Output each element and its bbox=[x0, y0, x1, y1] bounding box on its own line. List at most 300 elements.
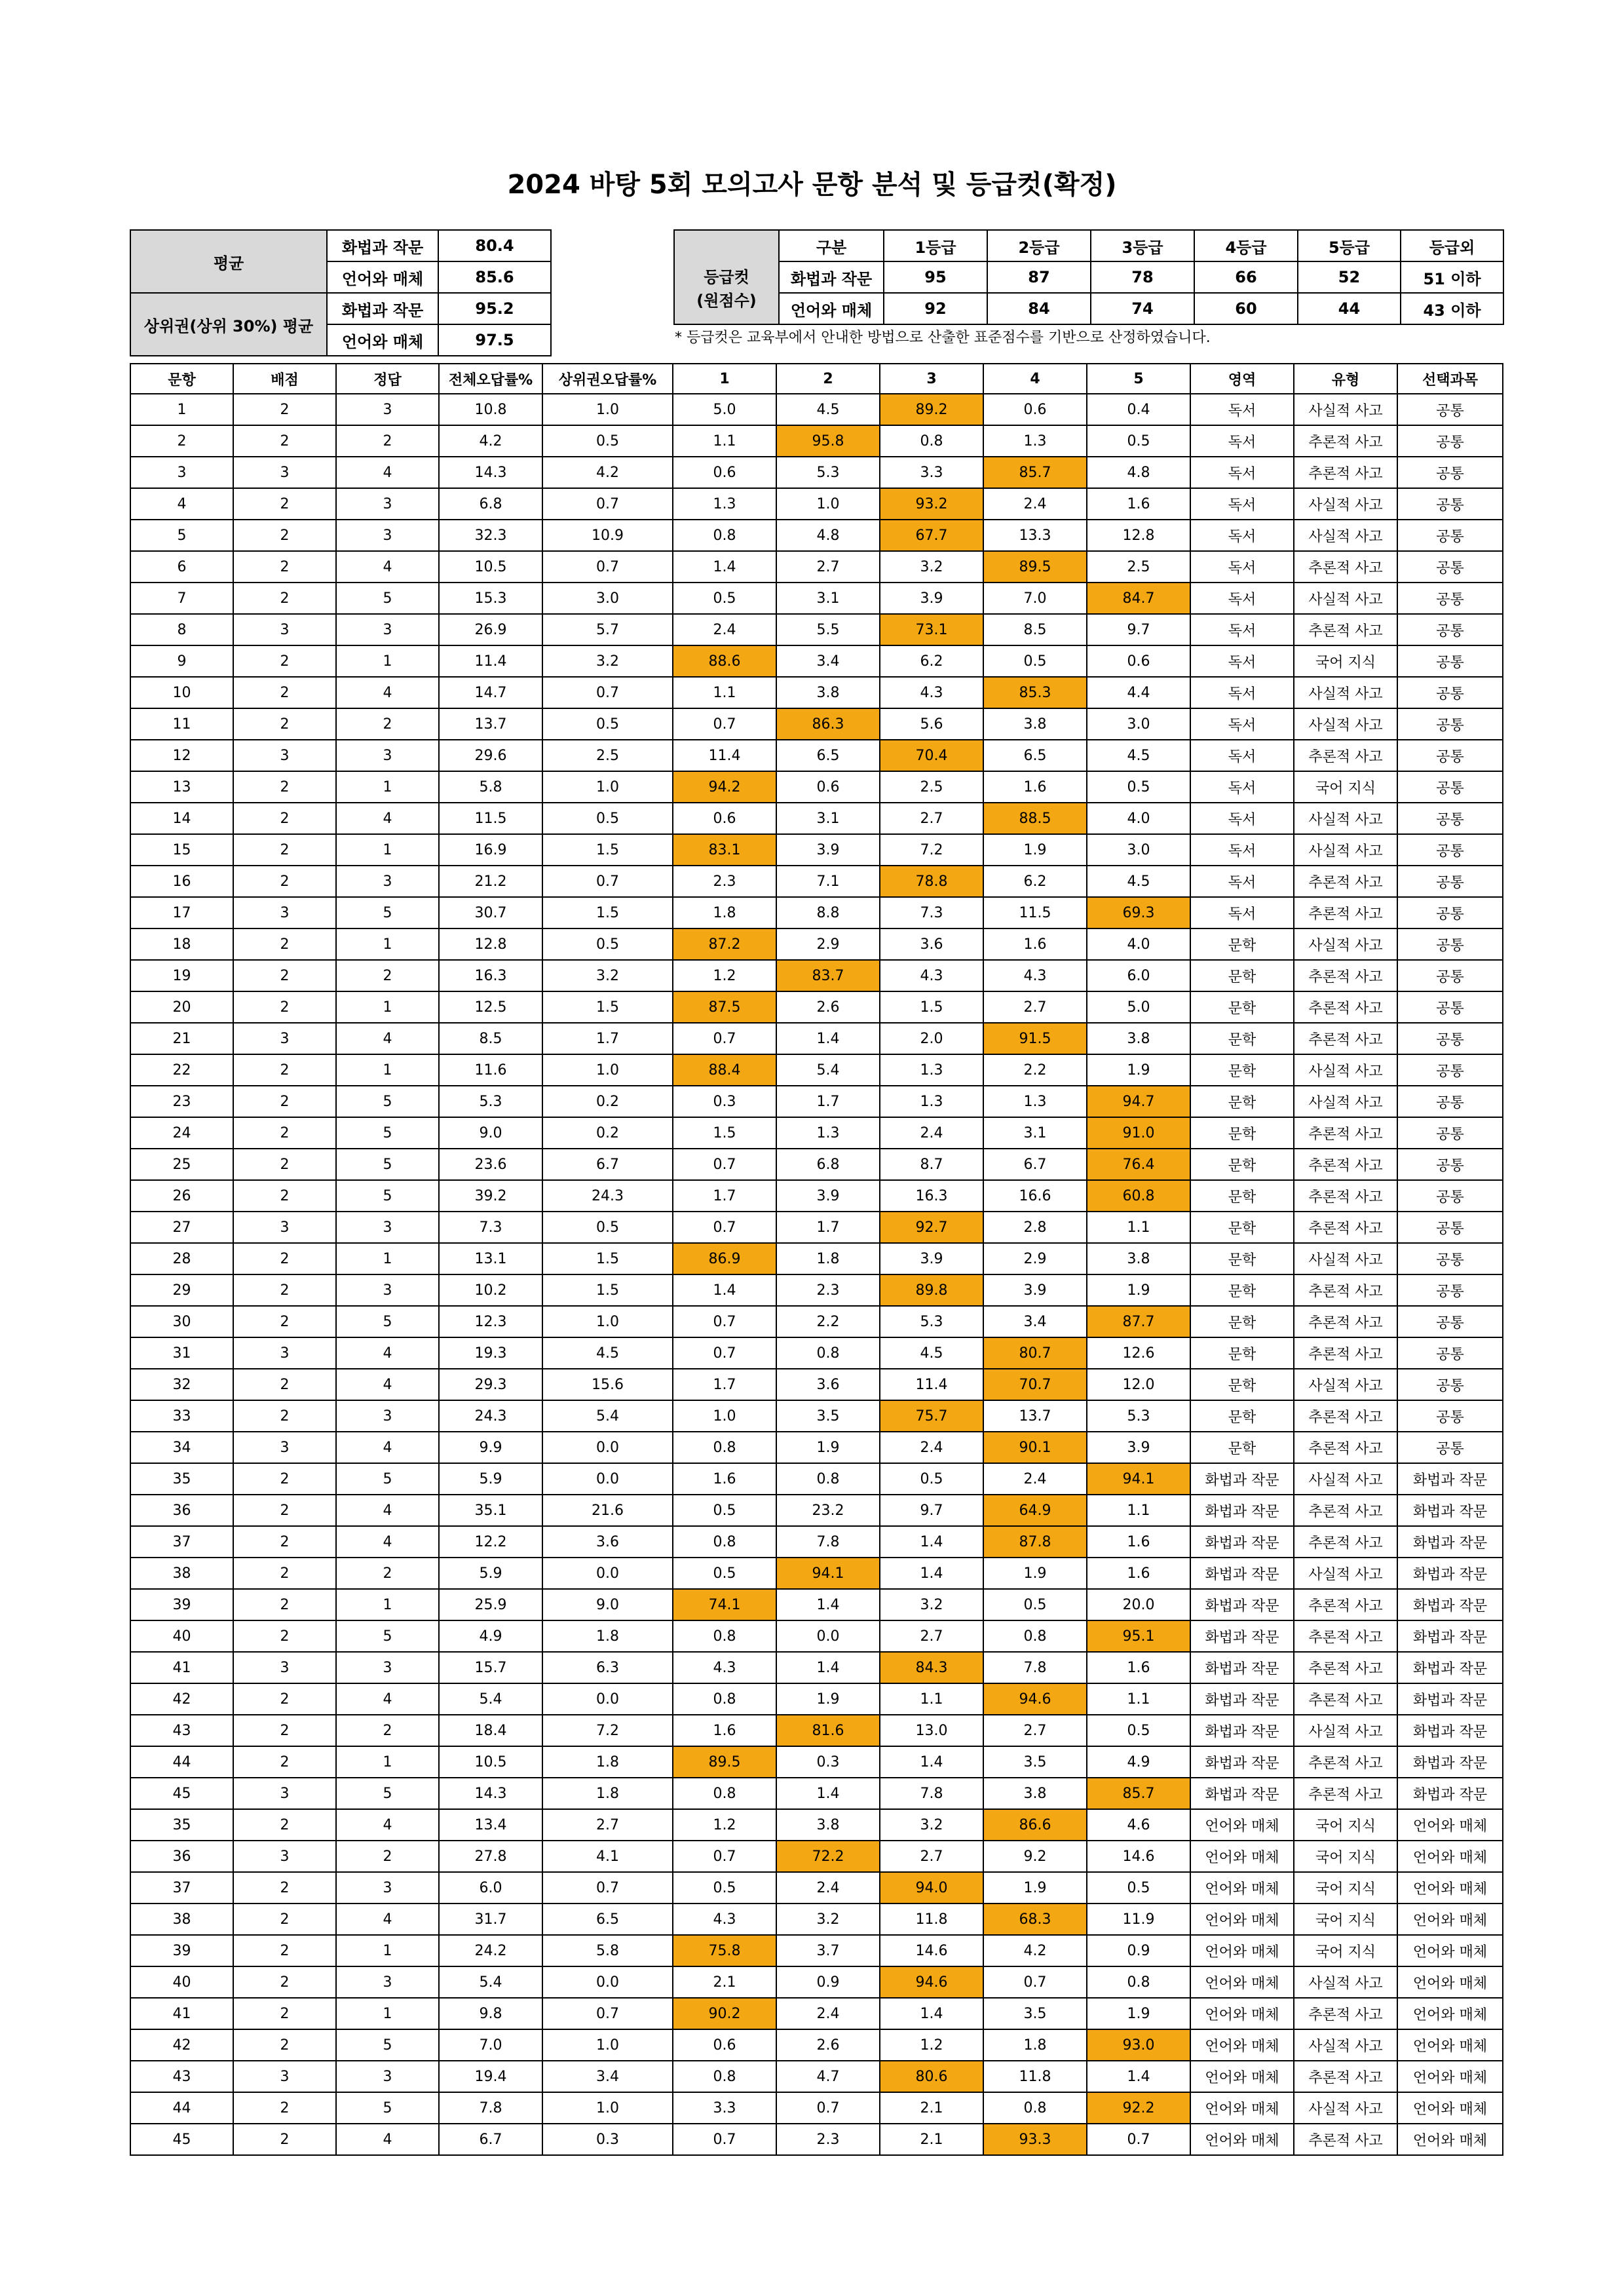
table-row bbox=[130, 1558, 1503, 1589]
table-cell: 6.3 bbox=[542, 1652, 673, 1683]
table-cell: 11.4 bbox=[673, 740, 776, 771]
table-row bbox=[130, 551, 1503, 583]
table-cell: 2 bbox=[233, 1683, 336, 1715]
table-cell: 독서 bbox=[1190, 614, 1294, 645]
table-cell: 0.8 bbox=[880, 425, 983, 457]
table-cell: 7.8 bbox=[983, 1652, 1087, 1683]
table-cell: 3.5 bbox=[983, 1998, 1087, 2029]
table-cell: 3 bbox=[336, 520, 439, 551]
table-cell: 5 bbox=[336, 1086, 439, 1117]
table-cell: 문학 bbox=[1190, 1054, 1294, 1086]
column-header: 선택과목 bbox=[1397, 364, 1503, 394]
table-cell: 1.0 bbox=[673, 1400, 776, 1432]
table-cell: 1.9 bbox=[1087, 1054, 1190, 1086]
table-cell: 독서 bbox=[1190, 425, 1294, 457]
table-row bbox=[130, 457, 1503, 488]
table-row bbox=[130, 1023, 1503, 1054]
table-cell: 42 bbox=[130, 1683, 233, 1715]
table-cell: 1.0 bbox=[542, 2029, 673, 2061]
table-row bbox=[130, 1904, 1503, 1935]
table-cell: 9.0 bbox=[542, 1589, 673, 1620]
table-cell: 0.8 bbox=[776, 1463, 880, 1495]
table-row bbox=[130, 1841, 1503, 1872]
table-cell: 10.9 bbox=[542, 520, 673, 551]
correct-answer-cell: 86.3 bbox=[776, 708, 880, 740]
table-cell: 13.3 bbox=[983, 520, 1087, 551]
table-cell: 10.5 bbox=[439, 551, 542, 583]
grade-cut-cell: 92 bbox=[884, 293, 987, 324]
table-cell: 1.5 bbox=[542, 834, 673, 866]
table-cell: 2 bbox=[233, 2029, 336, 2061]
table-cell: 2 bbox=[233, 1400, 336, 1432]
table-cell: 3.0 bbox=[1087, 708, 1190, 740]
table-cell: 공통 bbox=[1397, 1086, 1503, 1117]
table-cell: 2 bbox=[233, 1620, 336, 1652]
table-row bbox=[130, 1149, 1503, 1180]
table-cell: 3.2 bbox=[880, 1589, 983, 1620]
table-cell: 1.8 bbox=[542, 1778, 673, 1809]
table-cell: 1 bbox=[336, 1054, 439, 1086]
table-cell: 13.0 bbox=[880, 1715, 983, 1746]
table-cell: 31.7 bbox=[439, 1904, 542, 1935]
correct-answer-cell: 87.8 bbox=[983, 1526, 1087, 1558]
table-row bbox=[130, 803, 1503, 834]
table-cell: 0.6 bbox=[983, 394, 1087, 425]
table-cell: 1.2 bbox=[673, 1809, 776, 1841]
top-average-label: 상위권(상위 30%) 평균 bbox=[130, 293, 327, 356]
table-cell: 3.2 bbox=[880, 1809, 983, 1841]
table-cell: 언어와 매체 bbox=[1397, 2029, 1503, 2061]
table-cell: 1.4 bbox=[1087, 2061, 1190, 2092]
table-cell: 1.0 bbox=[542, 771, 673, 803]
table-cell: 1.6 bbox=[1087, 1558, 1190, 1589]
correct-answer-cell: 67.7 bbox=[880, 520, 983, 551]
table-cell: 4 bbox=[336, 2124, 439, 2155]
table-cell: 35 bbox=[130, 1463, 233, 1495]
table-cell: 1 bbox=[336, 1243, 439, 1274]
table-cell: 2 bbox=[233, 866, 336, 897]
table-cell: 0.8 bbox=[673, 1683, 776, 1715]
table-cell: 공통 bbox=[1397, 834, 1503, 866]
table-cell: 공통 bbox=[1397, 991, 1503, 1023]
table-cell: 2.3 bbox=[673, 866, 776, 897]
table-cell: 0.7 bbox=[542, 1872, 673, 1904]
table-cell: 공통 bbox=[1397, 551, 1503, 583]
table-cell: 2 bbox=[233, 1966, 336, 1998]
table-cell: 1.0 bbox=[542, 1054, 673, 1086]
table-cell: 6.0 bbox=[439, 1872, 542, 1904]
table-cell: 1.3 bbox=[673, 488, 776, 520]
table-cell: 4.1 bbox=[542, 1841, 673, 1872]
table-cell: 2.6 bbox=[776, 991, 880, 1023]
table-cell: 공통 bbox=[1397, 645, 1503, 677]
table-cell: 2.3 bbox=[776, 1274, 880, 1306]
table-cell: 14.6 bbox=[1087, 1841, 1190, 1872]
table-cell: 0.6 bbox=[673, 2029, 776, 2061]
table-cell: 16.3 bbox=[439, 960, 542, 991]
table-cell: 10.8 bbox=[439, 394, 542, 425]
table-cell: 34 bbox=[130, 1432, 233, 1463]
table-cell: 7.2 bbox=[542, 1715, 673, 1746]
table-cell: 사실적 사고 bbox=[1294, 1558, 1397, 1589]
correct-answer-cell: 83.7 bbox=[776, 960, 880, 991]
table-cell: 5 bbox=[336, 1117, 439, 1149]
table-cell: 3.1 bbox=[776, 583, 880, 614]
table-cell: 독서 bbox=[1190, 740, 1294, 771]
table-cell: 14.7 bbox=[439, 677, 542, 708]
table-cell: 공통 bbox=[1397, 960, 1503, 991]
table-cell: 1.3 bbox=[880, 1086, 983, 1117]
table-cell: 3.5 bbox=[983, 1746, 1087, 1778]
table-row bbox=[130, 2061, 1503, 2092]
table-cell: 0.5 bbox=[673, 1495, 776, 1526]
table-cell: 3.4 bbox=[983, 1306, 1087, 1337]
table-cell: 7.0 bbox=[983, 583, 1087, 614]
average-subject: 언어와 매체 bbox=[327, 261, 438, 293]
table-cell: 31 bbox=[130, 1337, 233, 1369]
table-cell: 1.8 bbox=[542, 1746, 673, 1778]
table-cell: 추론적 사고 bbox=[1294, 2124, 1397, 2155]
table-cell: 사실적 사고 bbox=[1294, 1463, 1397, 1495]
table-cell: 1.2 bbox=[880, 2029, 983, 2061]
table-row bbox=[130, 1778, 1503, 1809]
table-cell: 4.7 bbox=[776, 2061, 880, 2092]
table-cell: 화법과 작문 bbox=[1190, 1620, 1294, 1652]
correct-answer-cell: 95.8 bbox=[776, 425, 880, 457]
table-cell: 1.5 bbox=[542, 897, 673, 928]
table-cell: 공통 bbox=[1397, 677, 1503, 708]
table-cell: 25.9 bbox=[439, 1589, 542, 1620]
table-cell: 사실적 사고 bbox=[1294, 928, 1397, 960]
table-cell: 35.1 bbox=[439, 1495, 542, 1526]
table-cell: 언어와 매체 bbox=[1397, 2092, 1503, 2124]
table-cell: 4.3 bbox=[880, 960, 983, 991]
table-cell: 4 bbox=[336, 1337, 439, 1369]
table-cell: 문학 bbox=[1190, 1212, 1294, 1243]
table-cell: 0.7 bbox=[983, 1966, 1087, 1998]
table-cell: 언어와 매체 bbox=[1190, 1966, 1294, 1998]
table-cell: 1.6 bbox=[1087, 1652, 1190, 1683]
table-cell: 5.0 bbox=[1087, 991, 1190, 1023]
table-cell: 1 bbox=[336, 928, 439, 960]
table-cell: 0.7 bbox=[673, 1149, 776, 1180]
table-cell: 1 bbox=[130, 394, 233, 425]
table-cell: 14.6 bbox=[880, 1935, 983, 1966]
table-cell: 0.0 bbox=[542, 1558, 673, 1589]
table-cell: 추론적 사고 bbox=[1294, 1432, 1397, 1463]
table-cell: 화법과 작문 bbox=[1190, 1683, 1294, 1715]
table-cell: 3.3 bbox=[673, 2092, 776, 2124]
table-cell: 3 bbox=[233, 740, 336, 771]
table-cell: 30 bbox=[130, 1306, 233, 1337]
table-cell: 0.7 bbox=[673, 1023, 776, 1054]
table-cell: 5 bbox=[336, 2092, 439, 2124]
table-cell: 4.5 bbox=[542, 1337, 673, 1369]
table-row bbox=[130, 1495, 1503, 1526]
table-cell: 1.1 bbox=[880, 1683, 983, 1715]
table-cell: 2 bbox=[233, 1872, 336, 1904]
table-cell: 5.3 bbox=[776, 457, 880, 488]
table-cell: 40 bbox=[130, 1966, 233, 1998]
table-cell: 2 bbox=[233, 645, 336, 677]
correct-answer-cell: 84.3 bbox=[880, 1652, 983, 1683]
table-cell: 0.2 bbox=[542, 1086, 673, 1117]
table-cell: 4.0 bbox=[1087, 928, 1190, 960]
table-cell: 1.2 bbox=[673, 960, 776, 991]
table-cell: 0.5 bbox=[673, 583, 776, 614]
table-cell: 9.0 bbox=[439, 1117, 542, 1149]
table-cell: 1.6 bbox=[673, 1463, 776, 1495]
table-cell: 0.7 bbox=[542, 866, 673, 897]
table-cell: 사실적 사고 bbox=[1294, 1369, 1397, 1400]
table-cell: 2 bbox=[233, 488, 336, 520]
table-cell: 0.8 bbox=[1087, 1966, 1190, 1998]
table-cell: 추론적 사고 bbox=[1294, 551, 1397, 583]
table-cell: 0.5 bbox=[542, 708, 673, 740]
column-header: 3 bbox=[880, 364, 983, 394]
table-cell: 공통 bbox=[1397, 457, 1503, 488]
table-cell: 0.6 bbox=[1087, 645, 1190, 677]
table-cell: 1.4 bbox=[880, 1526, 983, 1558]
table-cell: 0.5 bbox=[1087, 1872, 1190, 1904]
table-cell: 사실적 사고 bbox=[1294, 803, 1397, 834]
table-cell: 11.8 bbox=[983, 2061, 1087, 2092]
table-cell: 추론적 사고 bbox=[1294, 1023, 1397, 1054]
table-row bbox=[130, 1086, 1503, 1117]
correct-answer-cell: 94.1 bbox=[1087, 1463, 1190, 1495]
table-cell: 2 bbox=[233, 1809, 336, 1841]
table-cell: 29 bbox=[130, 1274, 233, 1306]
table-cell: 6.8 bbox=[439, 488, 542, 520]
table-cell: 5.4 bbox=[542, 1400, 673, 1432]
table-row bbox=[130, 677, 1503, 708]
grade-cut-header: 5등급 bbox=[1298, 230, 1401, 261]
table-cell: 언어와 매체 bbox=[1397, 1872, 1503, 1904]
table-cell: 4.5 bbox=[776, 394, 880, 425]
table-cell: 2 bbox=[233, 1904, 336, 1935]
table-cell: 공통 bbox=[1397, 1180, 1503, 1212]
table-cell: 0.8 bbox=[776, 1337, 880, 1369]
table-cell: 5.4 bbox=[439, 1966, 542, 1998]
table-cell: 5.9 bbox=[439, 1558, 542, 1589]
table-cell: 9.9 bbox=[439, 1432, 542, 1463]
table-cell: 0.0 bbox=[542, 1683, 673, 1715]
table-cell: 4 bbox=[336, 803, 439, 834]
average-value: 85.6 bbox=[438, 261, 551, 293]
table-cell: 화법과 작문 bbox=[1397, 1495, 1503, 1526]
table-cell: 국어 지식 bbox=[1294, 1935, 1397, 1966]
table-cell: 화법과 작문 bbox=[1397, 1746, 1503, 1778]
table-cell: 5 bbox=[336, 1180, 439, 1212]
table-cell: 국어 지식 bbox=[1294, 1841, 1397, 1872]
grade-cut-label bbox=[674, 230, 779, 324]
table-cell: 추론적 사고 bbox=[1294, 1778, 1397, 1809]
table-cell: 1.4 bbox=[880, 1558, 983, 1589]
correct-answer-cell: 75.7 bbox=[880, 1400, 983, 1432]
average-label: 평균 bbox=[130, 230, 327, 293]
table-cell: 14.3 bbox=[439, 457, 542, 488]
table-cell: 독서 bbox=[1190, 708, 1294, 740]
table-cell: 국어 지식 bbox=[1294, 645, 1397, 677]
table-cell: 10.5 bbox=[439, 1746, 542, 1778]
table-cell: 3.6 bbox=[542, 1526, 673, 1558]
table-cell: 1.9 bbox=[776, 1432, 880, 1463]
table-cell: 11.9 bbox=[1087, 1904, 1190, 1935]
table-cell: 6.2 bbox=[880, 645, 983, 677]
table-cell: 2 bbox=[233, 834, 336, 866]
table-cell: 0.3 bbox=[776, 1746, 880, 1778]
table-cell: 3.8 bbox=[776, 677, 880, 708]
table-cell: 3 bbox=[336, 614, 439, 645]
table-cell: 화법과 작문 bbox=[1190, 1463, 1294, 1495]
table-cell: 4 bbox=[130, 488, 233, 520]
table-cell: 1 bbox=[336, 1746, 439, 1778]
table-cell: 문학 bbox=[1190, 1086, 1294, 1117]
table-cell: 3.9 bbox=[983, 1274, 1087, 1306]
grade-cut-label-text: 등급컷 (원점수) bbox=[696, 268, 757, 310]
table-cell: 1.4 bbox=[880, 1746, 983, 1778]
table-cell: 문학 bbox=[1190, 991, 1294, 1023]
table-cell: 3.9 bbox=[776, 834, 880, 866]
table-cell: 2.3 bbox=[776, 2124, 880, 2155]
table-cell: 16 bbox=[130, 866, 233, 897]
table-cell: 4 bbox=[336, 551, 439, 583]
table-row bbox=[130, 1212, 1503, 1243]
table-cell: 13.7 bbox=[439, 708, 542, 740]
average-score-table bbox=[130, 229, 552, 356]
table-cell: 2 bbox=[336, 1558, 439, 1589]
table-cell: 국어 지식 bbox=[1294, 1904, 1397, 1935]
table-cell: 7.3 bbox=[880, 897, 983, 928]
table-cell: 2 bbox=[233, 1369, 336, 1400]
table-cell: 2 bbox=[233, 1149, 336, 1180]
table-cell: 9 bbox=[130, 645, 233, 677]
table-cell: 3.8 bbox=[776, 1809, 880, 1841]
average-value: 95.2 bbox=[438, 293, 551, 324]
table-cell: 2.7 bbox=[983, 991, 1087, 1023]
table-cell: 43 bbox=[130, 2061, 233, 2092]
correct-answer-cell: 87.2 bbox=[673, 928, 776, 960]
table-cell: 1.6 bbox=[983, 928, 1087, 960]
table-cell: 1.5 bbox=[542, 1243, 673, 1274]
table-cell: 사실적 사고 bbox=[1294, 1054, 1397, 1086]
table-cell: 29.6 bbox=[439, 740, 542, 771]
table-row bbox=[130, 771, 1503, 803]
table-cell: 3.1 bbox=[776, 803, 880, 834]
table-cell: 0.5 bbox=[1087, 425, 1190, 457]
table-cell: 3.2 bbox=[880, 551, 983, 583]
table-cell: 사실적 사고 bbox=[1294, 708, 1397, 740]
table-cell: 문학 bbox=[1190, 928, 1294, 960]
grade-cut-cell: 87 bbox=[987, 261, 1091, 293]
table-cell: 22 bbox=[130, 1054, 233, 1086]
table-row bbox=[130, 1337, 1503, 1369]
table-cell: 30.7 bbox=[439, 897, 542, 928]
table-cell: 39.2 bbox=[439, 1180, 542, 1212]
table-cell: 공통 bbox=[1397, 1054, 1503, 1086]
table-cell: 0.7 bbox=[776, 2092, 880, 2124]
table-cell: 5.4 bbox=[776, 1054, 880, 1086]
table-cell: 1.6 bbox=[1087, 488, 1190, 520]
table-cell: 5 bbox=[336, 1778, 439, 1809]
table-cell: 3 bbox=[233, 614, 336, 645]
correct-answer-cell: 89.5 bbox=[983, 551, 1087, 583]
table-cell: 2.4 bbox=[880, 1432, 983, 1463]
correct-answer-cell: 94.7 bbox=[1087, 1086, 1190, 1117]
correct-answer-cell: 90.1 bbox=[983, 1432, 1087, 1463]
table-cell: 2.4 bbox=[880, 1117, 983, 1149]
table-cell: 3 bbox=[233, 2061, 336, 2092]
table-cell: 28 bbox=[130, 1243, 233, 1274]
table-cell: 4 bbox=[336, 1809, 439, 1841]
table-cell: 화법과 작문 bbox=[1397, 1620, 1503, 1652]
table-cell: 3.8 bbox=[1087, 1023, 1190, 1054]
table-cell: 23 bbox=[130, 1086, 233, 1117]
table-cell: 언어와 매체 bbox=[1397, 1935, 1503, 1966]
table-cell: 2 bbox=[233, 771, 336, 803]
table-cell: 독서 bbox=[1190, 394, 1294, 425]
table-cell: 4.4 bbox=[1087, 677, 1190, 708]
table-cell: 10.2 bbox=[439, 1274, 542, 1306]
correct-answer-cell: 92.2 bbox=[1087, 2092, 1190, 2124]
table-cell: 독서 bbox=[1190, 551, 1294, 583]
table-cell: 언어와 매체 bbox=[1190, 1998, 1294, 2029]
table-cell: 0.8 bbox=[673, 1778, 776, 1809]
table-row bbox=[130, 1306, 1503, 1337]
table-cell: 15.3 bbox=[439, 583, 542, 614]
table-cell: 1.7 bbox=[673, 1369, 776, 1400]
table-cell: 1.4 bbox=[776, 1778, 880, 1809]
table-cell: 2.4 bbox=[776, 1872, 880, 1904]
table-cell: 5.3 bbox=[439, 1086, 542, 1117]
correct-answer-cell: 83.1 bbox=[673, 834, 776, 866]
table-cell: 5.3 bbox=[1087, 1400, 1190, 1432]
table-cell: 추론적 사고 bbox=[1294, 1495, 1397, 1526]
correct-answer-cell: 64.9 bbox=[983, 1495, 1087, 1526]
table-cell: 2 bbox=[233, 708, 336, 740]
table-cell: 0.3 bbox=[542, 2124, 673, 2155]
table-cell: 언어와 매체 bbox=[1397, 1904, 1503, 1935]
table-cell: 2 bbox=[233, 2092, 336, 2124]
table-cell: 추론적 사고 bbox=[1294, 614, 1397, 645]
table-cell: 45 bbox=[130, 1778, 233, 1809]
table-cell: 7.8 bbox=[880, 1778, 983, 1809]
table-cell: 문학 bbox=[1190, 1149, 1294, 1180]
table-cell: 0.0 bbox=[542, 1966, 673, 1998]
table-cell: 화법과 작문 bbox=[1190, 1558, 1294, 1589]
table-cell: 화법과 작문 bbox=[1397, 1589, 1503, 1620]
table-cell: 사실적 사고 bbox=[1294, 520, 1397, 551]
table-cell: 화법과 작문 bbox=[1397, 1683, 1503, 1715]
table-cell: 0.7 bbox=[542, 1998, 673, 2029]
table-cell: 0.9 bbox=[776, 1966, 880, 1998]
table-cell: 2 bbox=[233, 1180, 336, 1212]
table-cell: 5 bbox=[336, 1306, 439, 1337]
grade-cut-header: 4등급 bbox=[1194, 230, 1298, 261]
table-cell: 5.4 bbox=[439, 1683, 542, 1715]
grade-cut-table bbox=[673, 229, 1504, 325]
table-cell: 5 bbox=[336, 1620, 439, 1652]
table-cell: 사실적 사고 bbox=[1294, 1715, 1397, 1746]
correct-answer-cell: 94.1 bbox=[776, 1558, 880, 1589]
table-cell: 13 bbox=[130, 771, 233, 803]
table-cell: 11.5 bbox=[439, 803, 542, 834]
correct-answer-cell: 80.6 bbox=[880, 2061, 983, 2092]
table-cell: 0.7 bbox=[673, 1841, 776, 1872]
grade-cut-cell: 44 bbox=[1298, 293, 1401, 324]
grade-cut-cell: 84 bbox=[987, 293, 1091, 324]
table-cell: 23.2 bbox=[776, 1495, 880, 1526]
